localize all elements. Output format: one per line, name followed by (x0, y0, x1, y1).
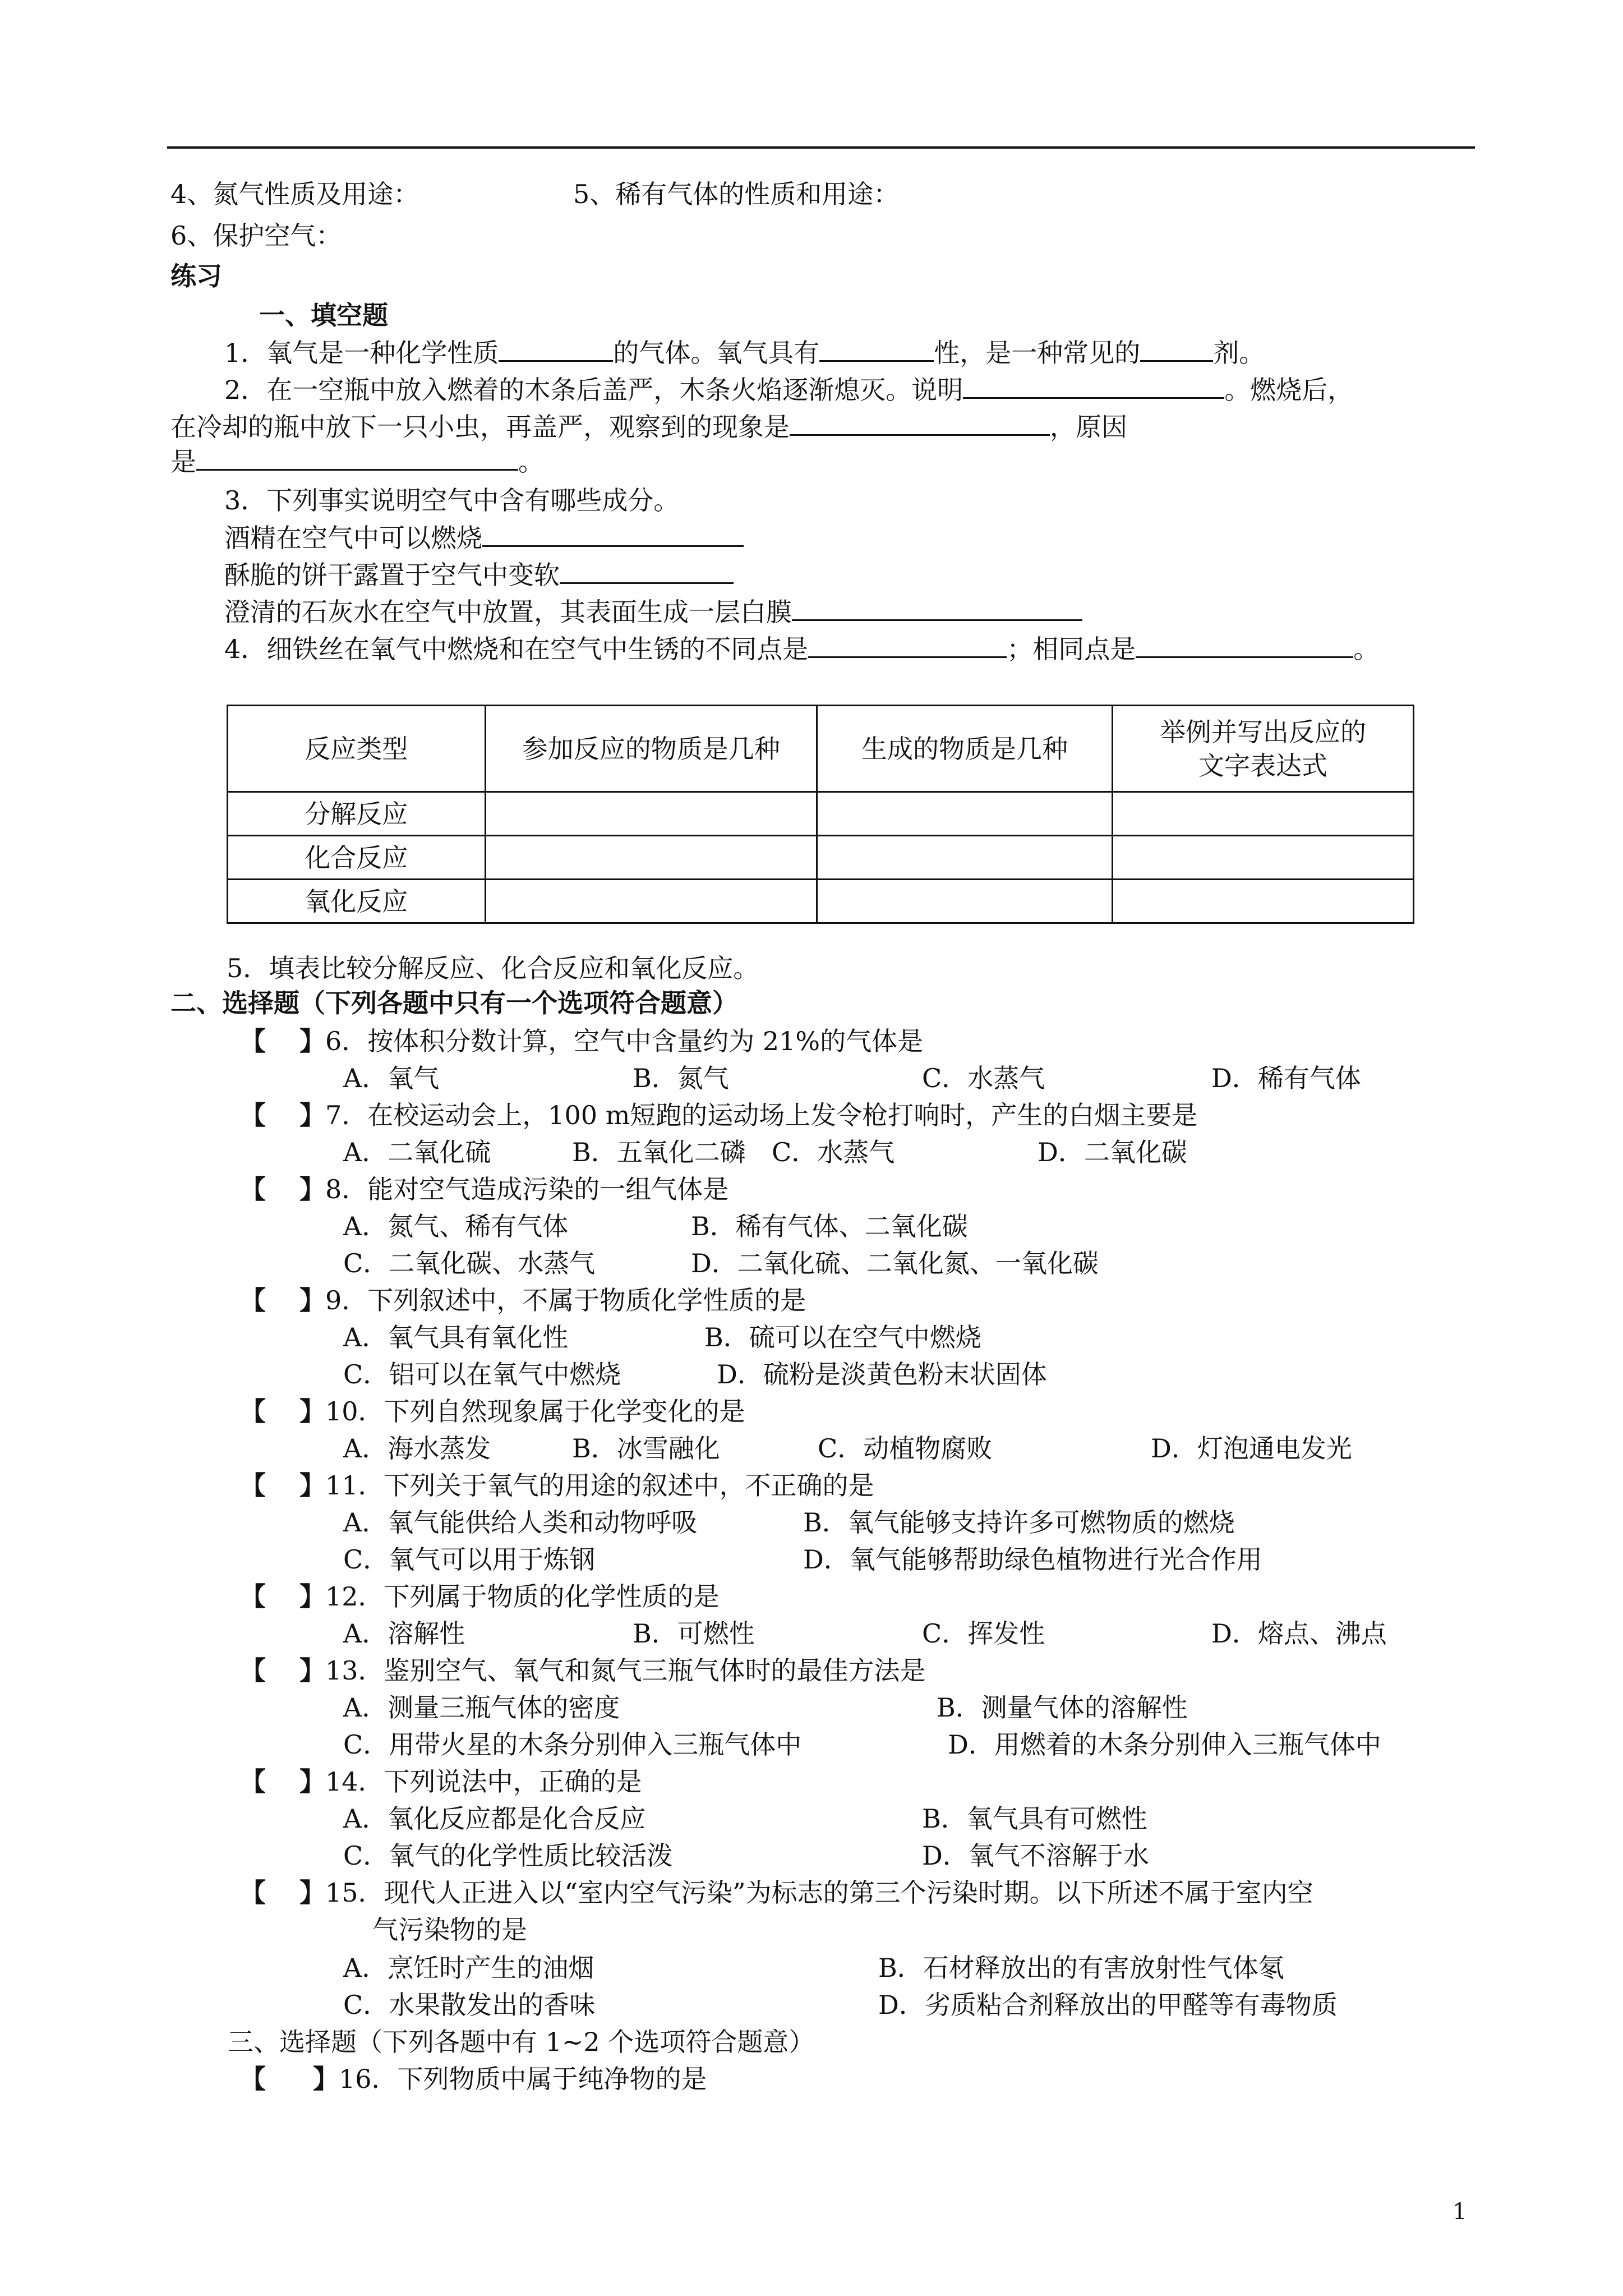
option-9b[interactable]: B．硫可以在空气中燃烧 (704, 1322, 981, 1352)
table-cell[interactable] (817, 880, 1112, 923)
question-6-stem: 【 】6．按体积分数计算，空气中含量约为 21%的气体是 (240, 1026, 924, 1056)
blank-1b[interactable] (819, 335, 934, 362)
question-15-stem-cont: 气污染物的是 (372, 1915, 527, 1945)
item-noble-gas: 5、稀有气体的性质和用途： (573, 179, 900, 209)
option-15a[interactable]: A．烹饪时产生的油烟 (343, 1953, 594, 1983)
table-cell[interactable] (1113, 880, 1414, 923)
option-10d[interactable]: D．灯泡通电发光 (1151, 1433, 1352, 1464)
blank-3a[interactable] (482, 521, 744, 547)
header-reactants: 参加反应的物质是几种 (485, 706, 817, 792)
option-15b[interactable]: B．石材释放出的有害放射性气体氡 (878, 1953, 1284, 1983)
item-protect-air: 6、保护空气： (170, 220, 342, 251)
question-13-stem: 【 】13．鉴别空气、氧气和氮气三瓶气体时的最佳方法是 (240, 1655, 926, 1686)
blank-3b[interactable] (560, 558, 734, 584)
option-11b[interactable]: B．氧气能够支持许多可燃物质的燃烧 (803, 1507, 1235, 1538)
table-cell[interactable] (1113, 836, 1414, 880)
table-row (228, 836, 1414, 880)
option-11d[interactable]: D．氧气能够帮助绿色植物进行光合作用 (803, 1544, 1262, 1575)
option-15d[interactable]: D．劣质粘合剂释放出的甲醛等有毒物质 (878, 1990, 1338, 2020)
section-choice-title: 二、选择题（下列各题中只有一个选项符合题意） (170, 988, 738, 1018)
option-13a[interactable]: A．测量三瓶气体的密度 (343, 1692, 620, 1723)
header-rule (167, 146, 1475, 149)
option-9a[interactable]: A．氧气具有氧化性 (343, 1322, 569, 1352)
table-cell[interactable] (817, 836, 1112, 880)
option-14d[interactable]: D．氧气不溶解于水 (922, 1841, 1149, 1871)
table-cell[interactable] (485, 836, 817, 880)
row-combination: 化合反应 (228, 836, 486, 880)
blank-4b[interactable] (1136, 632, 1353, 658)
blank-2b[interactable] (790, 409, 1050, 436)
option-10c[interactable]: C．动植物腐败 (818, 1433, 993, 1464)
row-decomposition: 分解反应 (228, 792, 486, 836)
table-header-row (228, 706, 1414, 792)
blank-2a[interactable] (963, 372, 1224, 399)
question-2-line3: 是 。 (170, 444, 544, 478)
option-8a[interactable]: A．氮气、稀有气体 (343, 1211, 569, 1241)
option-11a[interactable]: A．氧气能供给人类和动物呼吸 (343, 1507, 698, 1538)
option-6a[interactable]: A．氧气 (343, 1063, 440, 1093)
question-9-stem: 【 】9．下列叙述中，不属于物质化学性质的是 (240, 1285, 806, 1315)
option-9d[interactable]: D．硫粉是淡黄色粉末状固体 (717, 1359, 1047, 1389)
question-3-line2: 酥脆的饼干露置于空气中变软 (224, 558, 734, 592)
table-cell[interactable] (1113, 792, 1414, 836)
option-14b[interactable]: B．氧气具有可燃性 (922, 1803, 1147, 1834)
option-6c[interactable]: C．水蒸气 (922, 1063, 1045, 1093)
option-10b[interactable]: B．冰雪融化 (572, 1433, 720, 1464)
option-14c[interactable]: C．氧气的化学性质比较活泼 (343, 1841, 673, 1871)
row-oxidation: 氧化反应 (228, 880, 486, 923)
option-13c[interactable]: C．用带火星的木条分别伸入三瓶气体中 (343, 1729, 802, 1760)
option-6b[interactable]: B．氮气 (633, 1063, 729, 1093)
option-8b[interactable]: B．稀有气体、二氧化碳 (691, 1211, 968, 1241)
blank-1a[interactable] (499, 335, 613, 362)
option-10a[interactable]: A．海水蒸发 (343, 1433, 491, 1464)
option-6d[interactable]: D．稀有气体 (1211, 1063, 1361, 1093)
blank-2c[interactable] (196, 444, 518, 471)
question-8-stem: 【 】8．能对空气造成污染的一组气体是 (240, 1174, 729, 1204)
option-8d[interactable]: D．二氧化硫、二氧化氮、一氧化碳 (691, 1248, 1099, 1278)
option-9c[interactable]: C．铝可以在氧气中燃烧 (343, 1359, 621, 1389)
table-cell[interactable] (485, 880, 817, 923)
option-7d[interactable]: D．二氧化碳 (1038, 1137, 1187, 1167)
header-reaction-type: 反应类型 (228, 706, 486, 792)
table-row (228, 880, 1414, 923)
question-3-line3: 澄清的石灰水在空气中放置，其表面生成一层白膜 (224, 595, 1082, 629)
option-13b[interactable]: B．测量气体的溶解性 (937, 1692, 1188, 1723)
question-15-stem: 【 】15．现代人正进入以“室内空气污染”为标志的第三个污染时期。以下所述不属于室内空 (240, 1878, 1313, 1908)
question-16-stem: 【 】16．下列物质中属于纯净物的是 (240, 2064, 707, 2094)
table-cell[interactable] (817, 792, 1112, 836)
question-10-stem: 【 】10．下列自然现象属于化学变化的是 (240, 1396, 745, 1427)
option-7b[interactable]: B．五氧化二磷 (572, 1137, 746, 1167)
option-14a[interactable]: A．氧化反应都是化合反应 (343, 1803, 646, 1834)
blank-4a[interactable] (808, 632, 1007, 658)
table-cell[interactable] (485, 792, 817, 836)
option-12d[interactable]: D．熔点、沸点 (1211, 1618, 1387, 1649)
item-nitrogen: 4、氮气性质及用途： (170, 179, 419, 209)
option-12a[interactable]: A．溶解性 (343, 1618, 465, 1649)
header-products: 生成的物质是几种 (817, 706, 1112, 792)
reaction-table (227, 705, 1414, 924)
option-12c[interactable]: C．挥发性 (922, 1618, 1045, 1649)
option-12b[interactable]: B．可燃性 (633, 1618, 755, 1649)
question-2-line2: 在冷却的瓶中放下一只小虫，再盖严，观察到的现象是 ，原因 (170, 409, 1127, 444)
practice-title: 练习 (170, 261, 222, 291)
option-7a[interactable]: A．二氧化硫 (343, 1137, 491, 1167)
question-7-stem: 【 】7．在校运动会上，100 m短跑的运动场上发令枪打响时，产生的白烟主要是 (240, 1100, 1198, 1130)
question-11-stem: 【 】11．下列关于氧气的用途的叙述中，不正确的是 (240, 1470, 874, 1501)
option-8c[interactable]: C．二氧化碳、水蒸气 (343, 1248, 596, 1278)
option-15c[interactable]: C．水果散发出的香味 (343, 1990, 596, 2020)
question-14-stem: 【 】14．下列说法中，正确的是 (240, 1766, 642, 1797)
blank-3c[interactable] (792, 595, 1082, 621)
question-3-line1: 酒精在空气中可以燃烧 (224, 521, 744, 555)
question-3-title: 3．下列事实说明空气中含有哪些成分。 (224, 485, 680, 516)
question-12-stem: 【 】12．下列属于物质的化学性质的是 (240, 1581, 720, 1612)
blank-1c[interactable] (1140, 335, 1213, 362)
question-5: 5．填表比较分解反应、化合反应和氧化反应。 (227, 953, 759, 983)
section-fill-title: 一、填空题 (259, 300, 388, 330)
option-7c[interactable]: C．水蒸气 (772, 1137, 895, 1167)
option-13d[interactable]: D．用燃着的木条分别伸入三瓶气体中 (948, 1729, 1381, 1760)
page-number: 1 (1453, 2199, 1467, 2225)
question-4: 4．细铁丝在氧气中燃烧和在空气中生锈的不同点是 ；相同点是 。 (224, 632, 1379, 666)
option-11c[interactable]: C．氧气可以用于炼钢 (343, 1544, 596, 1575)
table-row (228, 792, 1414, 836)
question-2-line1: 2．在一空瓶中放入燃着的木条后盖严，木条火焰逐渐熄灭。说明 。燃烧后， (224, 372, 1353, 407)
question-1: 1．氧气是一种化学性质 的气体。氧气具有 性，是一种常见的 剂。 (224, 335, 1265, 370)
header-example: 举例并写出反应的 文字表达式 (1113, 706, 1414, 792)
section-multi-choice-title: 三、选择题（下列各题中有 1~2 个选项符合题意） (228, 2027, 815, 2057)
